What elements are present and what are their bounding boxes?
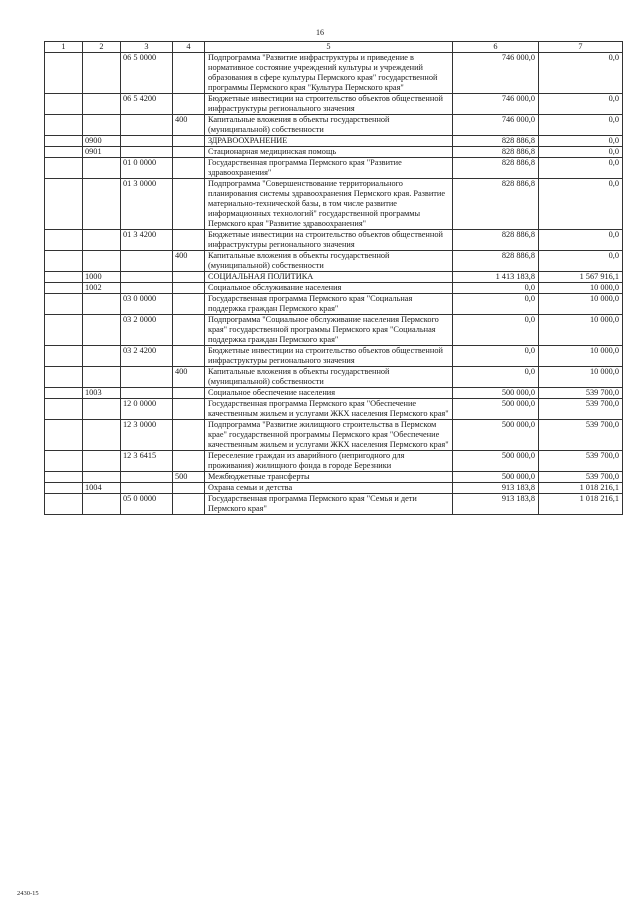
cell-section-code: 1004 <box>83 483 121 494</box>
cell-amount-2015: 10 000,0 <box>539 346 623 367</box>
cell-amount-2014: 0,0 <box>453 283 539 294</box>
cell-section-code <box>83 94 121 115</box>
cell-amount-2015: 0,0 <box>539 136 623 147</box>
cell-name: ЗДРАВООХРАНЕНИЕ <box>205 136 453 147</box>
cell-amount-2015: 0,0 <box>539 53 623 94</box>
cell-name: Капитальные вложения в объекты государственной (муниципальной) собственности <box>205 115 453 136</box>
cell-target-article <box>121 388 173 399</box>
cell-amount-2015: 1 018 216,1 <box>539 483 623 494</box>
cell-section-code: 0901 <box>83 147 121 158</box>
table-body <box>45 53 623 515</box>
cell-col1 <box>45 388 83 399</box>
cell-amount-2014: 828 886,8 <box>453 136 539 147</box>
cell-amount-2014: 828 886,8 <box>453 230 539 251</box>
cell-target-article: 01 3 0000 <box>121 179 173 230</box>
table-row <box>45 179 623 230</box>
cell-col1 <box>45 283 83 294</box>
cell-col1 <box>45 294 83 315</box>
cell-col1 <box>45 451 83 472</box>
cell-name: Государственная программа Пермского края "Обеспечение качественным жильем и услугами ЖКХ населения Пермского края" <box>205 399 453 420</box>
cell-name: Стационарная медицинская помощь <box>205 147 453 158</box>
cell-amount-2015: 539 700,0 <box>539 388 623 399</box>
cell-name: Государственная программа Пермского края "Социальная поддержка граждан Пермского края" <box>205 294 453 315</box>
cell-expense-type <box>173 147 205 158</box>
column-header: 4 <box>173 42 205 53</box>
cell-section-code <box>83 158 121 179</box>
cell-name: Бюджетные инвестиции на строительство объектов общественной инфраструктуры регионального значения <box>205 346 453 367</box>
cell-section-code <box>83 451 121 472</box>
cell-expense-type: 400 <box>173 251 205 272</box>
cell-col1 <box>45 315 83 346</box>
cell-amount-2014: 500 000,0 <box>453 472 539 483</box>
table-row <box>45 251 623 272</box>
cell-target-article: 12 3 0000 <box>121 420 173 451</box>
cell-target-article <box>121 136 173 147</box>
cell-expense-type <box>173 283 205 294</box>
column-header: 3 <box>121 42 173 53</box>
page-number: 16 <box>316 28 324 37</box>
cell-col1 <box>45 494 83 515</box>
cell-col1 <box>45 136 83 147</box>
cell-amount-2015: 0,0 <box>539 179 623 230</box>
cell-name: Подпрограмма "Совершенствование территориального планирования системы здравоохранения Пермского края. Развитие материально-технической базы, в том числе развитие информационных технологий" государственной программы Пермского края "Развитие здравоохранения" <box>205 179 453 230</box>
cell-col1 <box>45 346 83 367</box>
cell-amount-2015: 0,0 <box>539 115 623 136</box>
table-row <box>45 94 623 115</box>
cell-target-article <box>121 147 173 158</box>
cell-name: Бюджетные инвестиции на строительство объектов общественной инфраструктуры регионального значения <box>205 230 453 251</box>
cell-section-code <box>83 230 121 251</box>
cell-target-article: 12 0 0000 <box>121 399 173 420</box>
column-header: 2 <box>83 42 121 53</box>
cell-section-code: 1002 <box>83 283 121 294</box>
cell-col1 <box>45 94 83 115</box>
cell-expense-type <box>173 230 205 251</box>
cell-amount-2015: 539 700,0 <box>539 451 623 472</box>
cell-section-code <box>83 315 121 346</box>
cell-amount-2014: 828 886,8 <box>453 158 539 179</box>
table-row <box>45 388 623 399</box>
cell-amount-2015: 0,0 <box>539 158 623 179</box>
cell-amount-2014: 913 183,8 <box>453 483 539 494</box>
cell-section-code: 1003 <box>83 388 121 399</box>
cell-section-code <box>83 294 121 315</box>
cell-section-code <box>83 367 121 388</box>
cell-amount-2015: 0,0 <box>539 251 623 272</box>
cell-name: Межбюджетные трансферты <box>205 472 453 483</box>
cell-expense-type <box>173 399 205 420</box>
cell-col1 <box>45 158 83 179</box>
cell-name: Капитальные вложения в объекты государственной (муниципальной) собственности <box>205 251 453 272</box>
cell-expense-type <box>173 420 205 451</box>
cell-expense-type <box>173 388 205 399</box>
cell-amount-2014: 828 886,8 <box>453 179 539 230</box>
cell-amount-2015: 10 000,0 <box>539 294 623 315</box>
cell-section-code <box>83 251 121 272</box>
cell-amount-2014: 0,0 <box>453 346 539 367</box>
cell-amount-2015: 1 567 916,1 <box>539 272 623 283</box>
cell-target-article: 03 0 0000 <box>121 294 173 315</box>
cell-section-code: 1000 <box>83 272 121 283</box>
table-row <box>45 420 623 451</box>
cell-target-article <box>121 367 173 388</box>
cell-amount-2014: 500 000,0 <box>453 420 539 451</box>
table-row <box>45 147 623 158</box>
table-row <box>45 136 623 147</box>
cell-name: Социальное обеспечение населения <box>205 388 453 399</box>
cell-amount-2015: 539 700,0 <box>539 420 623 451</box>
table-header <box>45 42 623 53</box>
cell-target-article: 12 3 6415 <box>121 451 173 472</box>
table-row <box>45 158 623 179</box>
cell-target-article: 01 3 4200 <box>121 230 173 251</box>
cell-col1 <box>45 115 83 136</box>
cell-section-code <box>83 399 121 420</box>
cell-target-article <box>121 115 173 136</box>
cell-expense-type <box>173 494 205 515</box>
cell-col1 <box>45 367 83 388</box>
cell-name: Капитальные вложения в объекты государственной (муниципальной) собственности <box>205 367 453 388</box>
cell-amount-2014: 746 000,0 <box>453 53 539 94</box>
cell-name: Подпрограмма "Развитие инфраструктуры и приведение в нормативное состояние учреждений культуры и учреждений образования в сфере культуры Пермского края" государственной программы Пермского края "Культура Пермского края" <box>205 53 453 94</box>
cell-col1 <box>45 420 83 451</box>
cell-amount-2014: 500 000,0 <box>453 399 539 420</box>
table-row <box>45 115 623 136</box>
cell-expense-type: 500 <box>173 472 205 483</box>
cell-amount-2015: 0,0 <box>539 147 623 158</box>
cell-amount-2015: 10 000,0 <box>539 367 623 388</box>
cell-section-code <box>83 179 121 230</box>
cell-col1 <box>45 230 83 251</box>
cell-expense-type <box>173 158 205 179</box>
cell-amount-2015: 0,0 <box>539 94 623 115</box>
cell-name: Бюджетные инвестиции на строительство объектов общественной инфраструктуры регионального значения <box>205 94 453 115</box>
cell-amount-2015: 539 700,0 <box>539 399 623 420</box>
cell-name: Подпрограмма "Социальное обслуживание населения Пермского края" государственной программы Пермского края "Социальная поддержка граждан Пермского края" <box>205 315 453 346</box>
cell-amount-2014: 828 886,8 <box>453 251 539 272</box>
table-row <box>45 346 623 367</box>
cell-name: Переселение граждан из аварийного (непригодного для проживания) жилищного фонда в городе Березники <box>205 451 453 472</box>
cell-section-code <box>83 346 121 367</box>
cell-expense-type: 400 <box>173 115 205 136</box>
column-header: 7 <box>539 42 623 53</box>
header-row <box>45 42 623 53</box>
cell-expense-type <box>173 272 205 283</box>
cell-target-article: 03 2 0000 <box>121 315 173 346</box>
cell-expense-type <box>173 94 205 115</box>
cell-col1 <box>45 483 83 494</box>
cell-name: Охрана семьи и детства <box>205 483 453 494</box>
cell-expense-type: 400 <box>173 367 205 388</box>
cell-expense-type <box>173 294 205 315</box>
table-row <box>45 53 623 94</box>
cell-expense-type <box>173 451 205 472</box>
cell-target-article: 06 5 0000 <box>121 53 173 94</box>
cell-expense-type <box>173 483 205 494</box>
table-row <box>45 272 623 283</box>
cell-amount-2015: 10 000,0 <box>539 283 623 294</box>
table-row <box>45 230 623 251</box>
cell-amount-2014: 746 000,0 <box>453 115 539 136</box>
table-row <box>45 283 623 294</box>
cell-amount-2014: 0,0 <box>453 367 539 388</box>
cell-amount-2014: 1 413 183,8 <box>453 272 539 283</box>
cell-target-article <box>121 483 173 494</box>
cell-section-code: 0900 <box>83 136 121 147</box>
table-row <box>45 294 623 315</box>
table-row <box>45 399 623 420</box>
cell-target-article <box>121 251 173 272</box>
cell-amount-2014: 0,0 <box>453 294 539 315</box>
cell-expense-type <box>173 136 205 147</box>
cell-name: Государственная программа Пермского края "Семья и дети Пермского края" <box>205 494 453 515</box>
footer-code: 2430-15 <box>17 890 39 897</box>
cell-name: Государственная программа Пермского края "Развитие здравоохранения" <box>205 158 453 179</box>
cell-col1 <box>45 472 83 483</box>
cell-col1 <box>45 179 83 230</box>
cell-expense-type <box>173 53 205 94</box>
cell-amount-2015: 0,0 <box>539 230 623 251</box>
cell-section-code <box>83 420 121 451</box>
cell-amount-2014: 828 886,8 <box>453 147 539 158</box>
cell-col1 <box>45 272 83 283</box>
cell-amount-2015: 10 000,0 <box>539 315 623 346</box>
cell-col1 <box>45 399 83 420</box>
cell-col1 <box>45 53 83 94</box>
cell-col1 <box>45 147 83 158</box>
cell-target-article: 03 2 4200 <box>121 346 173 367</box>
cell-target-article: 05 0 0000 <box>121 494 173 515</box>
table-row <box>45 367 623 388</box>
cell-name: Социальное обслуживание населения <box>205 283 453 294</box>
cell-target-article <box>121 272 173 283</box>
cell-amount-2015: 1 018 216,1 <box>539 494 623 515</box>
cell-amount-2014: 0,0 <box>453 315 539 346</box>
cell-section-code <box>83 494 121 515</box>
column-header: 6 <box>453 42 539 53</box>
cell-expense-type <box>173 346 205 367</box>
cell-name: СОЦИАЛЬНАЯ ПОЛИТИКА <box>205 272 453 283</box>
cell-amount-2014: 913 183,8 <box>453 494 539 515</box>
cell-expense-type <box>173 179 205 230</box>
cell-amount-2015: 539 700,0 <box>539 472 623 483</box>
table-row <box>45 472 623 483</box>
cell-target-article <box>121 472 173 483</box>
column-header: 5 <box>205 42 453 53</box>
cell-amount-2014: 746 000,0 <box>453 94 539 115</box>
cell-name: Подпрограмма "Развитие жилищного строительства в Пермском крае" государственной программы Пермского края "Обеспечение качественным жильем и услугами ЖКХ населения Пермского края" <box>205 420 453 451</box>
cell-section-code <box>83 53 121 94</box>
cell-expense-type <box>173 315 205 346</box>
cell-section-code <box>83 115 121 136</box>
cell-col1 <box>45 251 83 272</box>
cell-amount-2014: 500 000,0 <box>453 451 539 472</box>
table-row <box>45 483 623 494</box>
cell-section-code <box>83 472 121 483</box>
table-row <box>45 315 623 346</box>
cell-target-article: 01 0 0000 <box>121 158 173 179</box>
table-row <box>45 451 623 472</box>
cell-target-article: 06 5 4200 <box>121 94 173 115</box>
cell-target-article <box>121 283 173 294</box>
cell-amount-2014: 500 000,0 <box>453 388 539 399</box>
budget-table <box>44 41 623 515</box>
column-header: 1 <box>45 42 83 53</box>
table-row <box>45 494 623 515</box>
